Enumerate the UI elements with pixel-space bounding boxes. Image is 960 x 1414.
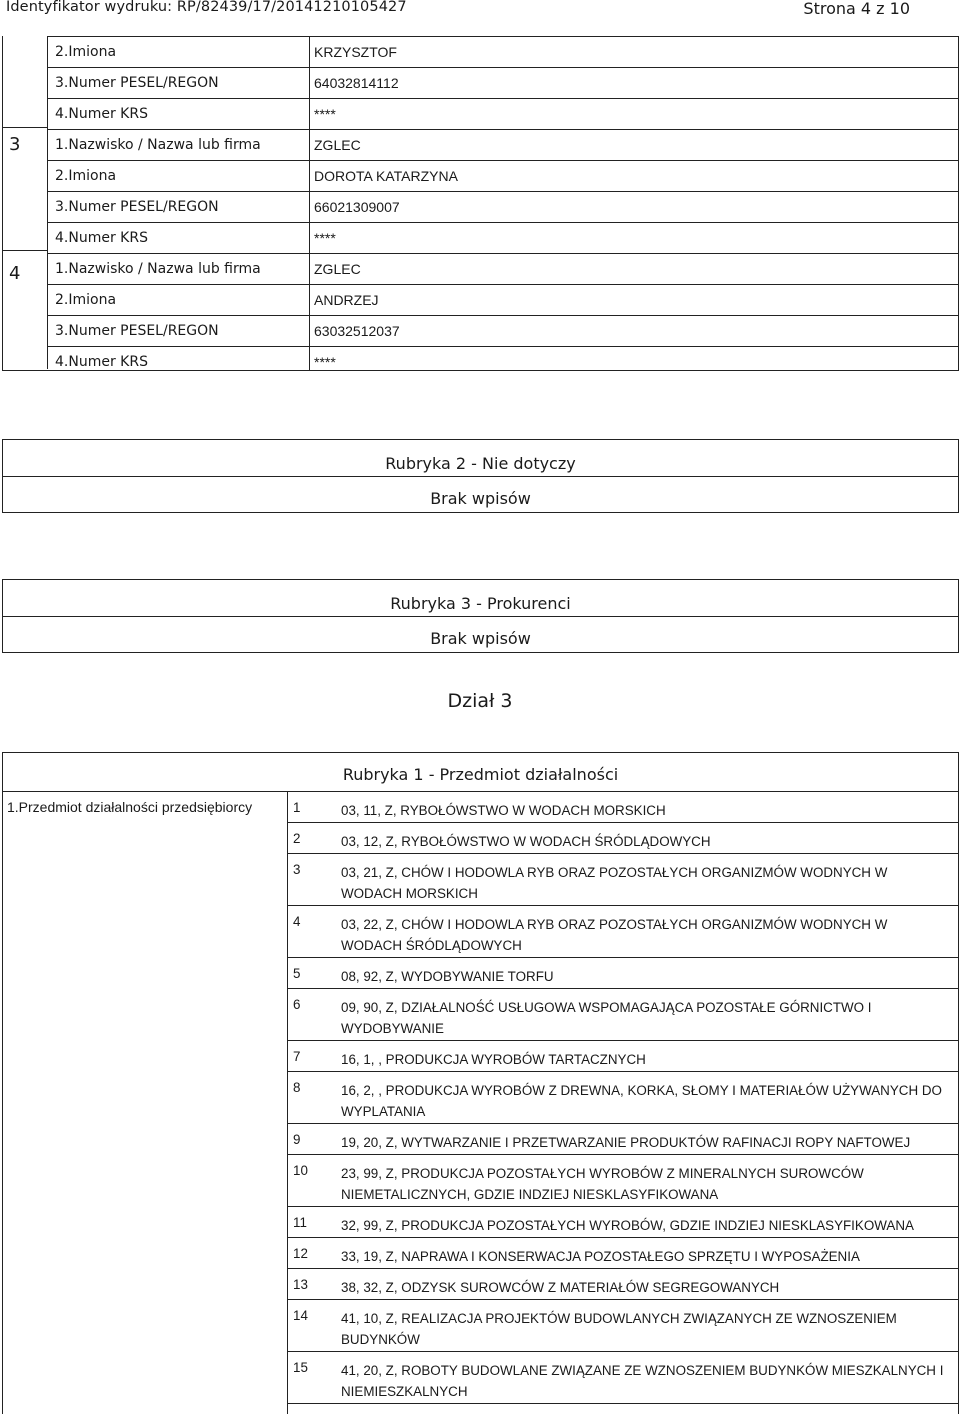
person-row [47,98,958,129]
row-number: 8 [293,1080,301,1095]
field-label: 2.Imiona [55,168,117,184]
row-text: 23, 99, Z, PRODUKCJA POZOSTAŁYCH WYROBÓW Z MINERALNYCH SUROWCÓW NIEMETALICZNYCH, GDZIE INDZIEJ NIESKLASYFIKOWANA [341,1166,864,1202]
table-row [288,823,958,854]
row-text: 08, 92, Z, WYDOBYWANIE TORFU [341,969,554,984]
table-row [288,989,958,1041]
field-label: 1.Nazwisko / Nazwa lub firma [55,137,261,153]
row-number: 2 [293,831,301,846]
row-text: 16, 2, , PRODUKCJA WYROBÓW Z DREWNA, KORKA, SŁOMY I MATERIAŁÓW UŻYWANYCH DO WYPLATANIA [341,1083,942,1119]
field-value: **** [314,354,336,370]
row-text: 09, 90, Z, DZIAŁALNOŚĆ USŁUGOWA WSPOMAGAJĄCA POZOSTAŁE GÓRNICTWO I WYDOBYWANIE [341,1000,872,1036]
section-empty-note: Brak wpisów [430,489,531,508]
row-text: 32, 99, Z, PRODUKCJA POZOSTAŁYCH WYROBÓW, GDZIE INDZIEJ NIESKLASYFIKOWANA [341,1218,914,1233]
row-text: 41, 20, Z, ROBOTY BUDOWLANE ZWIĄZANE ZE WZNOSZENIEM BUDYNKÓW MIESZKALNYCH I NIEMIESZKALNYCH [341,1363,944,1399]
row-text: 03, 11, Z, RYBOŁÓWSTWO W WODACH MORSKICH [341,803,666,818]
row-number: 11 [293,1215,307,1230]
table-row [288,1300,958,1352]
field-value: 64032814112 [314,75,399,91]
field-label: 4.Numer KRS [55,354,148,370]
table-row [288,1124,958,1155]
row-text: 38, 32, Z, ODZYSK SUROWCÓW Z MATERIAŁÓW SEGREGOWANYCH [341,1280,780,1295]
row-number: 15 [293,1360,308,1375]
row-text: 03, 12, Z, RYBOŁÓWSTWO W WODACH ŚRÓDLĄDOWYCH [341,834,711,849]
table-row [288,1155,958,1207]
person-row [47,160,958,191]
table-row [288,906,958,958]
field-label: 3.Numer PESEL/REGON [55,199,219,215]
field-label: 1.Nazwisko / Nazwa lub firma [55,261,261,277]
row-number: 14 [293,1308,308,1323]
row-text: 03, 21, Z, CHÓW I HODOWLA RYB ORAZ POZOSTAŁYCH ORGANIZMÓW WODNYCH W WODACH MORSKICH [341,865,888,901]
field-value: ZGLEC [314,137,361,153]
page-number: Strona 4 z 10 [803,0,910,18]
person-number: 4 [9,263,21,284]
table-row [288,1072,958,1124]
row-number: 12 [293,1246,308,1261]
person-row [47,129,958,160]
row-text: 16, 1, , PRODUKCJA WYROBÓW TARTACZNYCH [341,1052,646,1067]
activity-label: 1.Przedmiot działalności przedsiębiorcy [7,799,253,815]
section-rubryka-2 [2,439,959,513]
person-number-cell [3,36,48,128]
person-row [47,191,958,222]
print-identifier: Identyfikator wydruku: RP/82439/17/20141210105427 [6,0,407,15]
row-number: 7 [293,1049,301,1064]
field-value: ANDRZEJ [314,292,379,308]
person-row [47,346,958,370]
field-label: 3.Numer PESEL/REGON [55,323,219,339]
field-value: **** [314,106,336,122]
row-text: 41, 10, Z, REALIZACJA PROJEKTÓW BUDOWLANYCH ZWIĄZANYCH ZE WZNOSZENIEM BUDYNKÓW [341,1311,897,1347]
person-row [47,67,958,98]
row-number: 4 [293,914,301,929]
row-number: 3 [293,862,301,877]
field-label: 2.Imiona [55,292,117,308]
table-row [288,1207,958,1238]
field-value: DOROTA KATARZYNA [314,168,458,184]
section-title: Rubryka 2 - Nie dotyczy [385,454,576,473]
section-rubryka-3 [2,579,959,653]
table-row [288,1352,958,1404]
person-row [47,36,958,67]
field-value: **** [314,230,336,246]
field-label: 3.Numer PESEL/REGON [55,75,219,91]
section-title: Rubryka 3 - Prokurenci [390,594,571,613]
section-empty-note: Brak wpisów [430,629,531,648]
person-row [47,315,958,346]
table-row [288,1238,958,1269]
table-row [288,854,958,906]
row-number: 10 [293,1163,308,1178]
person-number: 3 [9,134,21,155]
table-row [288,1041,958,1072]
persons-table [2,36,959,371]
person-row [47,284,958,315]
row-number: 13 [293,1277,308,1292]
field-value: ZGLEC [314,261,361,277]
field-label: 2.Imiona [55,44,117,60]
row-number: 9 [293,1132,301,1147]
section-title: Rubryka 1 - Przedmiot działalności [342,765,619,784]
field-label: 4.Numer KRS [55,106,148,122]
person-number-cell [3,251,48,369]
person-number-cell [3,128,48,251]
division-heading: Dział 3 [447,690,513,712]
activity-table [2,752,959,1414]
person-row [47,253,958,284]
table-row [288,1269,958,1300]
field-value: 66021309007 [314,199,400,215]
field-label: 4.Numer KRS [55,230,148,246]
row-number: 6 [293,997,301,1012]
table-row [288,792,958,823]
row-text: 33, 19, Z, NAPRAWA I KONSERWACJA POZOSTAŁEGO SPRZĘTU I WYPOSAŻENIA [341,1249,860,1264]
row-number: 5 [293,966,301,981]
person-row [47,222,958,253]
print-header [0,0,960,20]
row-number: 1 [293,800,301,815]
row-text: 19, 20, Z, WYTWARZANIE I PRZETWARZANIE PRODUKTÓW RAFINACJI ROPY NAFTOWEJ [341,1135,911,1150]
field-value: KRZYSZTOF [314,44,397,60]
row-text: 03, 22, Z, CHÓW I HODOWLA RYB ORAZ POZOSTAŁYCH ORGANIZMÓW WODNYCH W WODACH ŚRÓDLĄDOWYCH [341,917,888,953]
table-row [288,958,958,989]
field-value: 63032512037 [314,323,400,339]
